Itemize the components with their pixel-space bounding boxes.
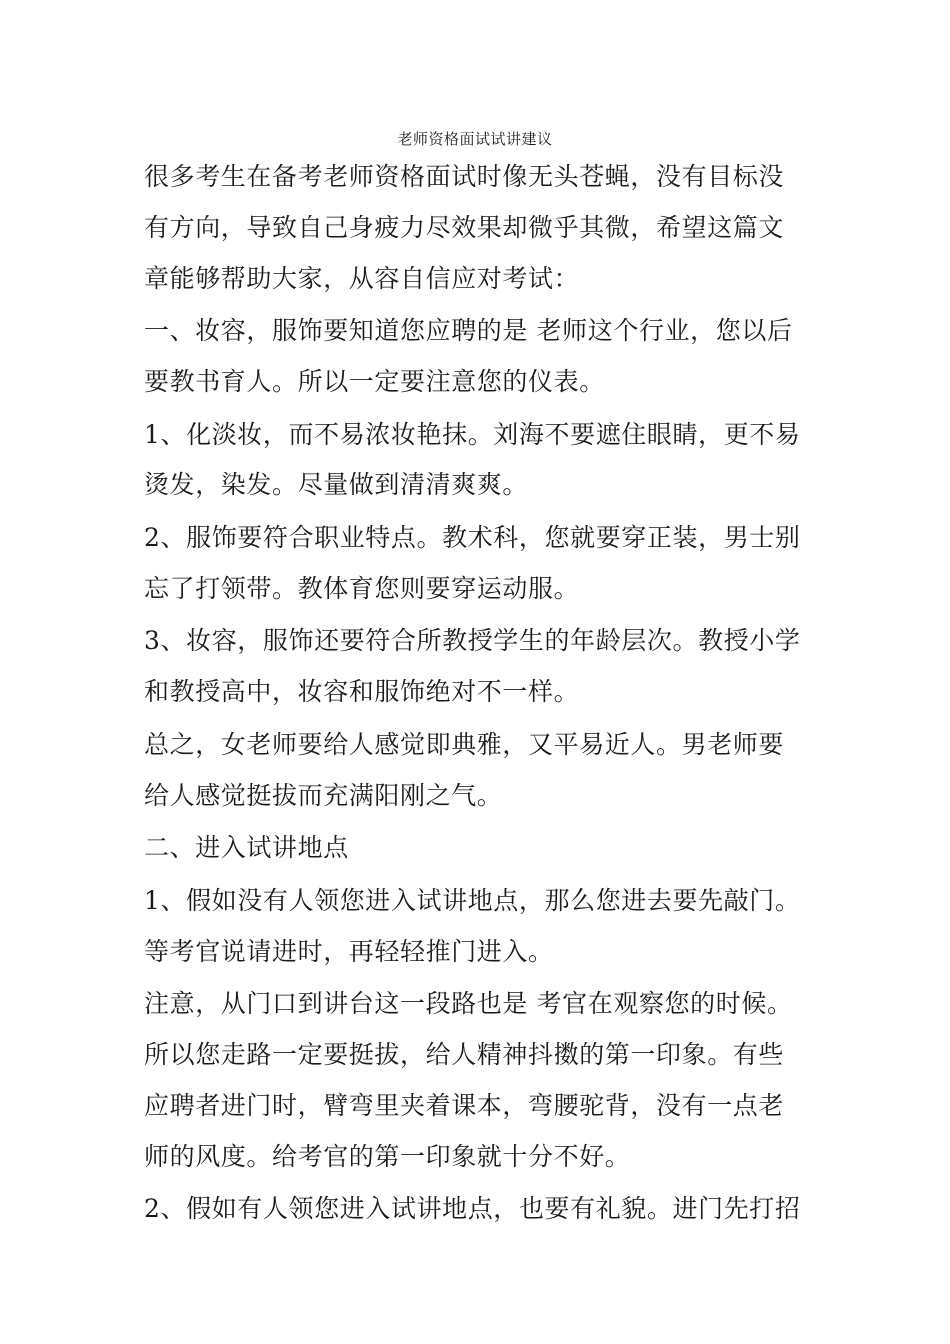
- section-heading-entering: 二、进入试讲地点: [144, 833, 349, 863]
- list-item-entering-2: 2、假如有人领您进入试讲地点，也要有礼貌。进门先打招: [144, 1194, 801, 1224]
- summary-paragraph: 总之，女老师要给人感觉即典雅，又平易近人。男老师要给人感觉挺拔而充满阳刚之气。: [144, 729, 785, 810]
- section-heading-makeup: 一、妆容，服饰要知道您应聘的是 老师这个行业，您以后要教书育人。所以一定要注意您的仪表。: [144, 316, 793, 396]
- list-item-entering-1: 1、假如没有人领您进入试讲地点，那么您进去要先敲门。等考官说请进时，再轻轻推门进入。: [144, 885, 801, 966]
- note-paragraph: 注意，从门口到讲台这一段路也是 考官在观察您的时候。所以您走路一定要挺拔，给人精神抖擞的第一印象。有些应聘者进门时，臂弯里夹着课本，弯腰驼背，没有一点老师的风度。给考官的第一印象就十分不好。: [144, 989, 793, 1171]
- list-item-makeup-2: 2、服饰要符合职业特点。教术科，您就要穿正装，男士别忘了打领带。教体育您则要穿运动服。: [144, 522, 801, 603]
- list-item-makeup-3: 3、妆容，服饰还要符合所教授学生的年龄层次。教授小学和教授高中，妆容和服饰绝对不一样。: [144, 626, 801, 707]
- document-title: 老师资格面试试讲建议: [397, 130, 553, 148]
- list-item-makeup-1: 1、化淡妆，而不易浓妆艳抹。刘海不要遮住眼睛，更不易烫发，染发。尽量做到清清爽爽。: [144, 419, 801, 500]
- document-body: [144, 152, 808, 1237]
- intro-paragraph: 很多考生在备考老师资格面试时像无头苍蝇，没有目标没有方向，导致自己身疲力尽效果却微乎其微，希望这篇文章能够帮助大家，从容自信应对考试：: [144, 162, 785, 293]
